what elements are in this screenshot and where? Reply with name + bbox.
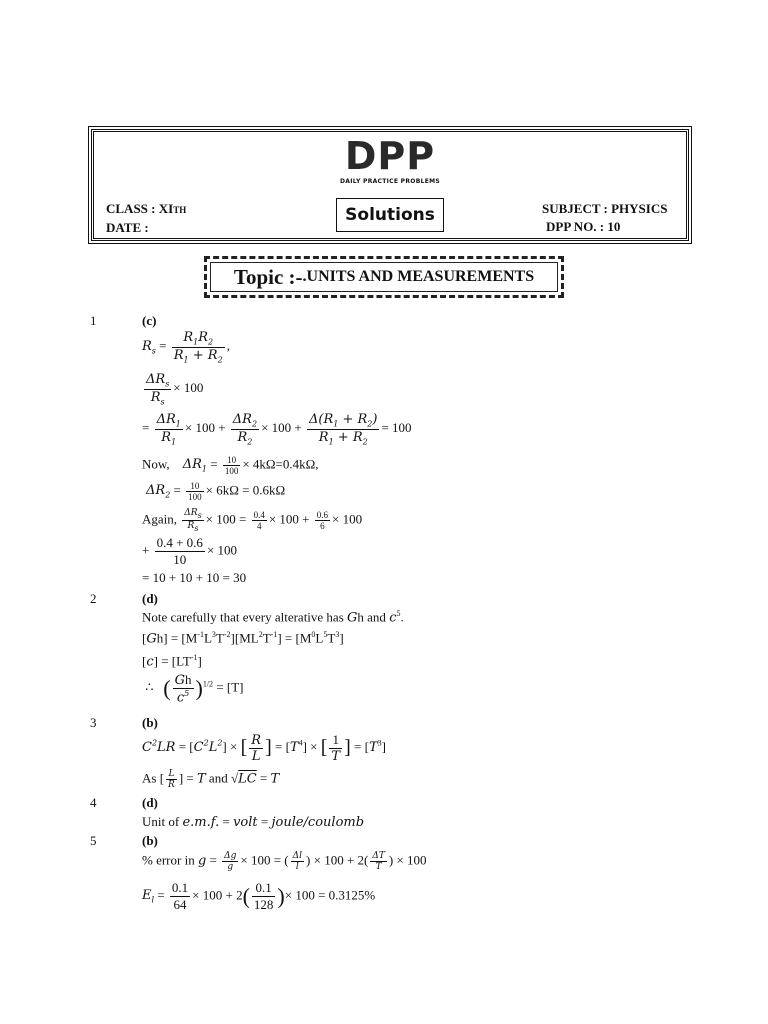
q4-unit-line: Unit of e.m.f. = volt = joule/coulomb (142, 814, 365, 830)
q2-note-text: Note carefully that every alterative has (142, 609, 348, 625)
topic-title: .UNITS AND MEASUREMENTS (302, 268, 535, 285)
answer-option: (b) (142, 715, 158, 730)
answer-option: (c) (142, 313, 157, 328)
equation-result: = 10 + 10 + 10 = 30 (142, 570, 247, 585)
q3-as-line: As [ $\frac{L}{R}$ ] = T and √LC = T (142, 769, 280, 790)
equation-delta-r1: Now, $\Delta R_1$ = $\frac{10}{100}$ × 4kΩ=0.4kΩ, (142, 455, 319, 476)
equation-delta-r2: $\Delta R_2$ = $\frac{10}{100}$ × 6kΩ = 0.6kΩ (146, 481, 286, 502)
class-date-block (106, 200, 186, 237)
dpp-number: DPP NO. : 10 (546, 219, 621, 234)
q2-note: Note carefully that every alterative has Gh and $c^5$. (142, 609, 404, 626)
question-number: 5 (90, 833, 97, 848)
question-number: 4 (90, 795, 97, 810)
equation-rs: $R_s$ = $\frac{R_1R_2}{R_1 + R_2}$ , (142, 330, 230, 365)
q4-unit: Unit of (142, 814, 183, 829)
q5-error-line: % error in g = $\frac{\Delta g}{g}$ × 100 = ( $\frac{\Delta l}{l}$ ) × 100 + 2( $\frac{\Delta T}{T}$ ) × 100 (142, 851, 427, 872)
topic-banner (204, 256, 564, 298)
q2-dim-gh: $[Gh] = [M^{-1}L^3T^{-2}][ML^2T^{-1}] = [M^0L^5T^3]$ (142, 630, 344, 647)
q2-therefore: ∴ ( $\frac{Gh}{c^5}$ )$^{1/2}$ = [T] (142, 672, 244, 706)
equation-again: Again, $\frac{\Delta R_s}{R_s}$ × 100 = $\frac{0.4}{4}$ × 100 + $\frac{0.6}{6}$ × 100 (142, 508, 363, 533)
subject-block (542, 200, 667, 236)
question-number: 3 (90, 715, 97, 730)
q5-error: % error in (142, 852, 198, 868)
answer-option: (d) (142, 795, 158, 810)
header-box (88, 126, 692, 244)
class-label: CLASS : XI (106, 201, 174, 216)
now-label: Now, (142, 456, 170, 472)
equation-plus: + $\frac{0.4 + 0.6}{10}$ × 100 (142, 535, 238, 567)
q3-equation: $C^2LR = [C^2L^2]$ × [ $\frac{R}{L}$ ] = $[T^4]$ × [ $\frac{1}{T}$ ] = $[T^3]$ (142, 732, 386, 764)
q2-and: and (363, 609, 390, 625)
date-label: DATE : (106, 220, 149, 235)
equation-sum: = $\frac{\Delta R_1}{R_1}$ × 100 + $\frac{\Delta R_2}{R_2}$ × 100 + $\frac{\Delta(R_1 + R_2)}{R_1 + R_2}$ = 100 (142, 412, 412, 447)
q2-dim-c: $[c] = [LT^{-1}]$ (142, 653, 202, 670)
subject-label: SUBJECT : PHYSICS (542, 201, 668, 216)
solutions-badge: Solutions (336, 198, 444, 232)
topic-prefix: Topic :- (233, 264, 303, 289)
answer-option: (d) (142, 591, 158, 606)
again-label: Again, (142, 511, 178, 527)
q3-and: and (205, 770, 231, 786)
logo-subtitle: DAILY PRACTICE PROBLEMS (340, 178, 440, 185)
class-suffix: TH (173, 205, 187, 215)
dpp-logo (92, 136, 688, 185)
logo-text: DPP (344, 134, 436, 178)
question-number: 1 (90, 313, 97, 328)
q3-as: As (142, 770, 160, 786)
answer-option: (b) (142, 833, 158, 848)
q5-result: $E_l$ = $\frac{0.1}{64}$ × 100 + 2( $\frac{0.1}{128}$ )× 100 = 0.3125% (142, 880, 376, 912)
question-number: 2 (90, 591, 97, 606)
equation-percent: $\frac{\Delta R_s}{R_s}$ × 100 (146, 372, 204, 407)
